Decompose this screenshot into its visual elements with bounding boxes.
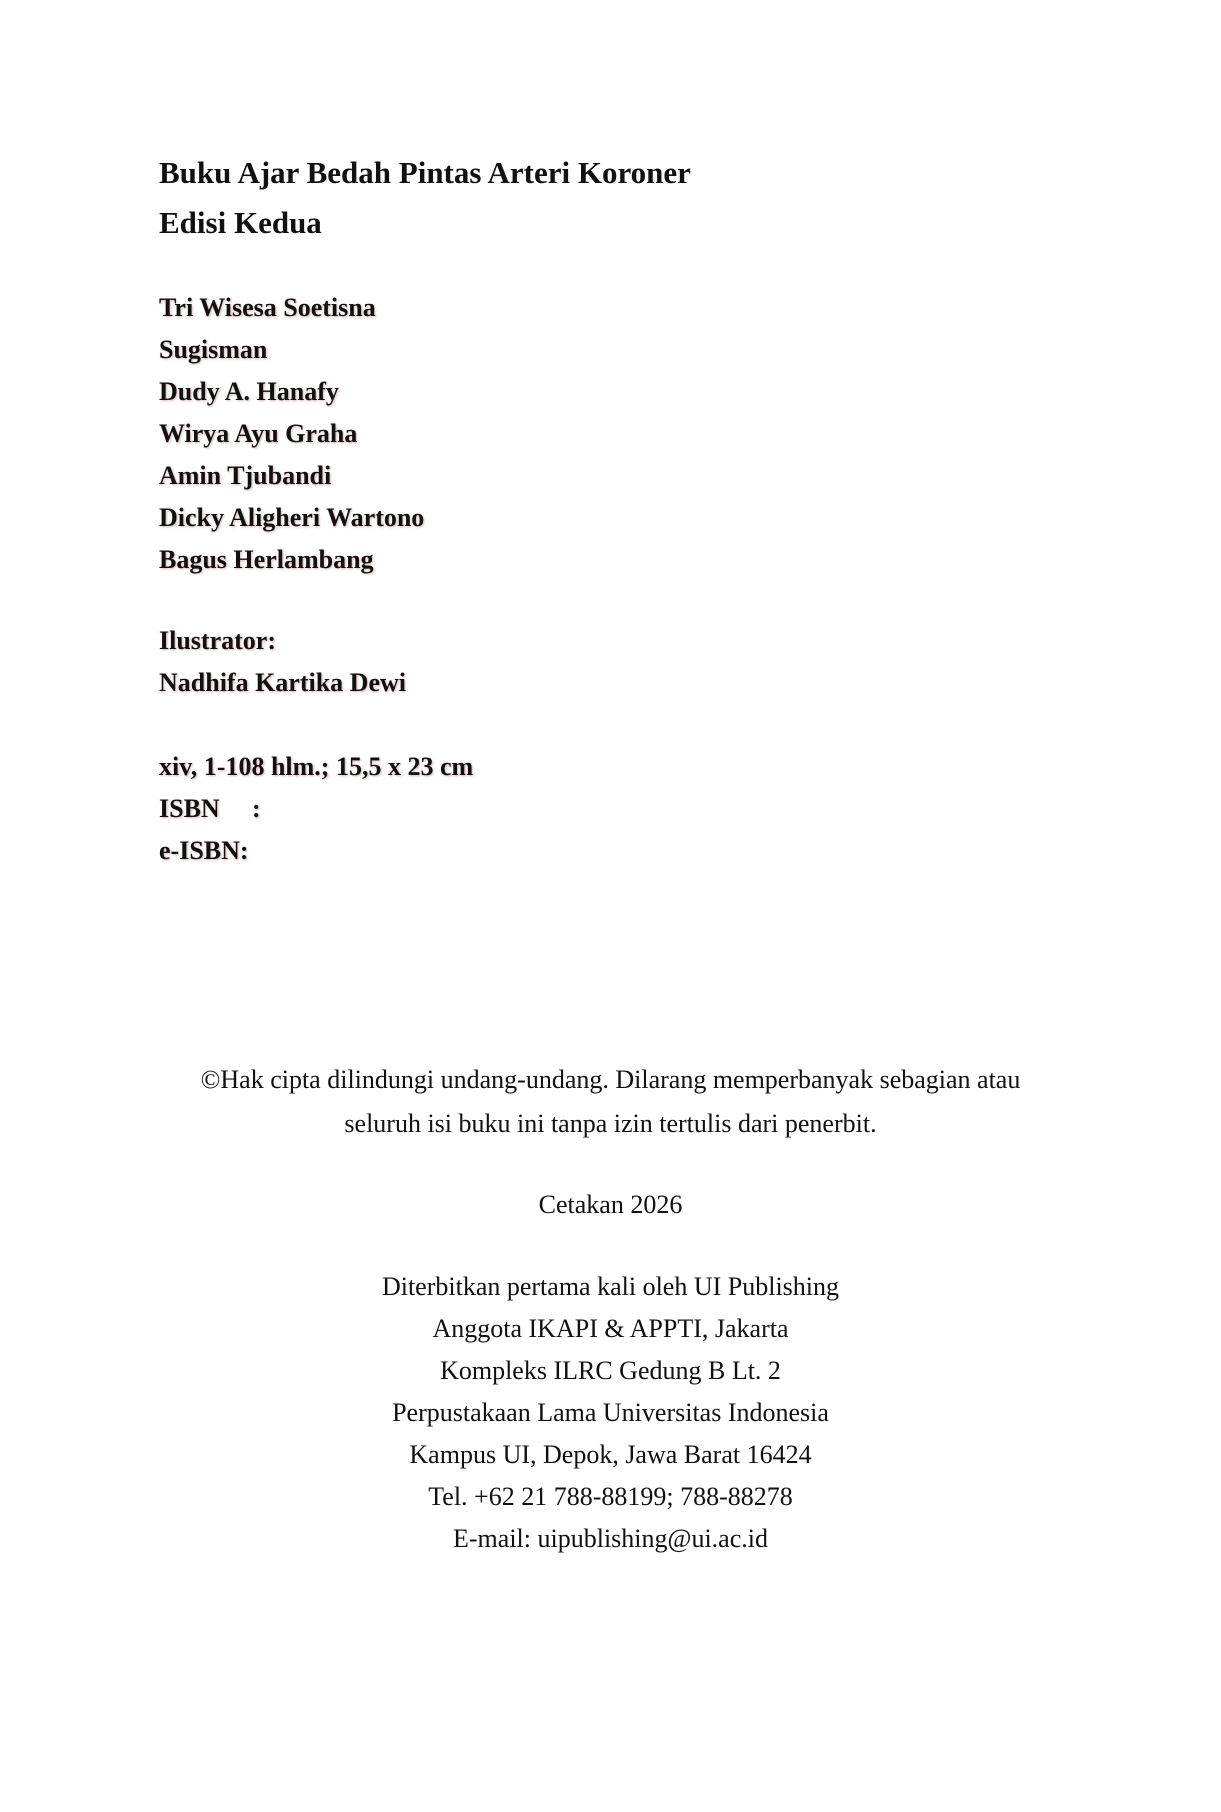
illustrator-label: Ilustrator: [159, 626, 276, 655]
copyright-notice [0, 1058, 1221, 1146]
book-edition: Edisi Kedua [159, 205, 322, 240]
author-name: Dicky Aligheri Wartono [159, 503, 425, 532]
publisher-phone: Tel. +62 21 788-88199; 788-88278 [428, 1482, 793, 1511]
author-list [159, 287, 424, 581]
copyright-line: seluruh isi buku ini tanpa izin tertulis dari penerbit. [344, 1109, 877, 1138]
publisher-line: Anggota IKAPI & APPTI, Jakarta [432, 1314, 789, 1343]
page-count-dimensions: xiv, 1-108 hlm.; 15,5 x 23 cm [159, 752, 474, 781]
publisher-info [0, 1266, 1221, 1560]
print-edition: Cetakan 2026 [538, 1190, 683, 1219]
publisher-line: Diterbitkan pertama kali oleh UI Publishing [381, 1272, 840, 1301]
author-name: Dudy A. Hanafy [159, 377, 339, 406]
author-name: Wirya Ayu Graha [159, 419, 358, 448]
publisher-line: Kampus UI, Depok, Jawa Barat 16424 [409, 1440, 812, 1469]
book-title-block [159, 148, 691, 248]
copyright-line: ©Hak cipta dilindungi undang-undang. Dilarang memperbanyak sebagian atau [200, 1065, 1021, 1094]
publisher-line: Perpustakaan Lama Universitas Indonesia [392, 1398, 829, 1427]
author-name: Bagus Herlambang [159, 545, 374, 574]
publisher-email: E-mail: uipublishing@ui.ac.id [453, 1524, 768, 1553]
isbn-line [159, 788, 473, 830]
isbn-separator: : [252, 794, 261, 823]
illustrator-block [159, 620, 406, 704]
illustrator-name: Nadhifa Kartika Dewi [159, 668, 406, 697]
author-name: Amin Tjubandi [159, 461, 332, 490]
isbn-label: ISBN [159, 794, 220, 823]
book-title: Buku Ajar Bedah Pintas Arteri Koroner [159, 155, 691, 190]
publisher-line: Kompleks ILRC Gedung B Lt. 2 [440, 1356, 781, 1385]
author-name: Sugisman [159, 335, 268, 364]
book-metadata [159, 746, 473, 872]
author-name: Tri Wisesa Soetisna [159, 293, 376, 322]
eisbn-label: e-ISBN: [159, 836, 249, 865]
